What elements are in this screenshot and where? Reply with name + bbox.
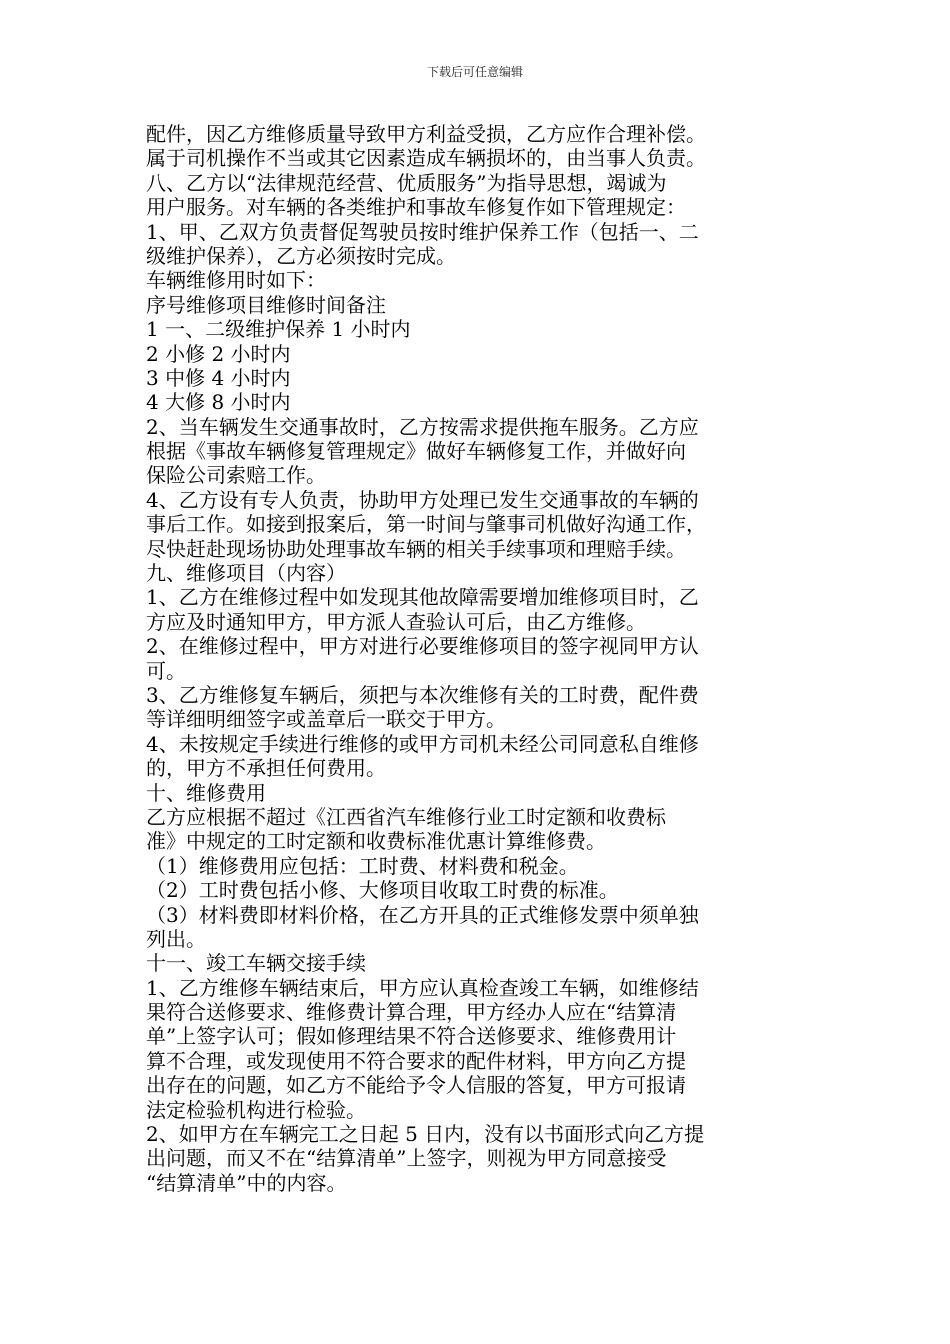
- text-line: 事后工作。如接到报案后，第一时间与肇事司机做好沟通工作，: [146, 512, 706, 537]
- text-line: 算不合理，或发现使用不符合要求的配件材料，甲方向乙方提: [146, 1048, 686, 1073]
- text-line: 4、乙方设有专人负责，协助甲方处理已发生交通事故的车辆的: [146, 487, 699, 512]
- text-line: 2、当车辆发生交通事故时，乙方按需求提供拖车服务。乙方应: [146, 414, 699, 439]
- text-line: 序号维修项目维修时间备注: [146, 292, 386, 317]
- text-line: 配件，因乙方维修质量导致甲方利益受损，乙方应作合理补偿。: [146, 122, 706, 146]
- text-line: 方应及时通知甲方，甲方派人查验认可后，由乙方维修。: [146, 609, 646, 634]
- text-line: 1、乙方在维修过程中如发现其他故障需要增加维修项目时，乙: [146, 585, 699, 610]
- text-line: 十、维修费用: [146, 780, 266, 805]
- text-line: 1、乙方维修车辆结束后，甲方应认真检查竣工车辆，如维修结: [146, 975, 699, 1000]
- text-line: 果符合送修要求、维修费计算合理，甲方经办人应在“结算清: [146, 1000, 677, 1025]
- text-line: 2、如甲方在车辆完工之日起 5 日内，没有以书面形式向乙方提: [146, 1122, 705, 1147]
- text-line: 保险公司索赔工作。: [146, 463, 326, 488]
- text-line: （2）工时费包括小修、大修项目收取工时费的标准。: [146, 878, 619, 903]
- text-line: 1 一、二级维护保养 1 小时内: [146, 317, 411, 342]
- text-line: 1、甲、乙双方负责督促驾驶员按时维护保养工作（包括一、二: [146, 219, 699, 244]
- text-line: 3、乙方维修复车辆后，须把与本次维修有关的工时费，配件费: [146, 682, 699, 707]
- text-line: 单”上签字认可；假如修理结果不符合送修要求、维修费用计: [146, 1024, 677, 1049]
- text-line: 出存在的问题，如乙方不能给予令人信服的答复，甲方可报请: [146, 1073, 686, 1098]
- text-line: 列出。: [146, 926, 206, 951]
- text-line: 八、乙方以“法律规范经营、优质服务”为指导思想，竭诚为: [146, 170, 667, 195]
- text-line: （3）材料费即材料价格，在乙方开具的正式维修发票中须单独: [146, 902, 699, 927]
- text-line: 准》中规定的工时定额和收费标准优惠计算维修费。: [146, 829, 606, 854]
- text-line: 的，甲方不承担任何费用。: [146, 756, 386, 781]
- text-line: 2 小修 2 小时内: [146, 341, 291, 366]
- text-line: 九、维修项目（内容）: [146, 561, 346, 586]
- text-line: 出问题，而又不在“结算清单”上签字，则视为甲方同意接受: [146, 1146, 667, 1171]
- text-line: 属于司机操作不当或其它因素造成车辆损坏的，由当事人负责。: [146, 146, 706, 171]
- text-line: 2、在维修过程中，甲方对进行必要维修项目的签字视同甲方认: [146, 634, 699, 659]
- text-line: 4、未按规定手续进行维修的或甲方司机未经公司同意私自维修: [146, 731, 699, 756]
- text-line: “结算清单”中的内容。: [146, 1170, 347, 1195]
- page-header-note: 下载后可任意编辑: [426, 65, 523, 79]
- text-line: （1）维修费用应包括：工时费、材料费和税金。: [146, 853, 579, 878]
- text-line: 根据《事故车辆修复管理规定》做好车辆修复工作，并做好向: [146, 439, 686, 464]
- text-line: 法定检验机构进行检验。: [146, 1097, 366, 1122]
- text-line: 级维护保养），乙方必须按时完成。: [146, 243, 456, 268]
- text-line: 车辆维修用时如下：: [146, 268, 326, 293]
- text-line: 十一、竣工车辆交接手续: [146, 951, 366, 976]
- text-line: 用户服务。对车辆的各类维护和事故车修复作如下管理规定：: [146, 195, 686, 220]
- text-line: 可。: [146, 658, 186, 683]
- text-line: 尽快赶赴现场协助处理事故车辆的相关手续事项和理赔手续。: [146, 536, 686, 561]
- text-line: 4 大修 8 小时内: [146, 390, 291, 415]
- text-line: 3 中修 4 小时内: [146, 365, 291, 390]
- document-body: [146, 122, 814, 1195]
- text-line: 等详细明细签字或盖章后一联交于甲方。: [146, 707, 506, 732]
- text-line: 乙方应根据不超过《江西省汽车维修行业工时定额和收费标: [146, 804, 666, 829]
